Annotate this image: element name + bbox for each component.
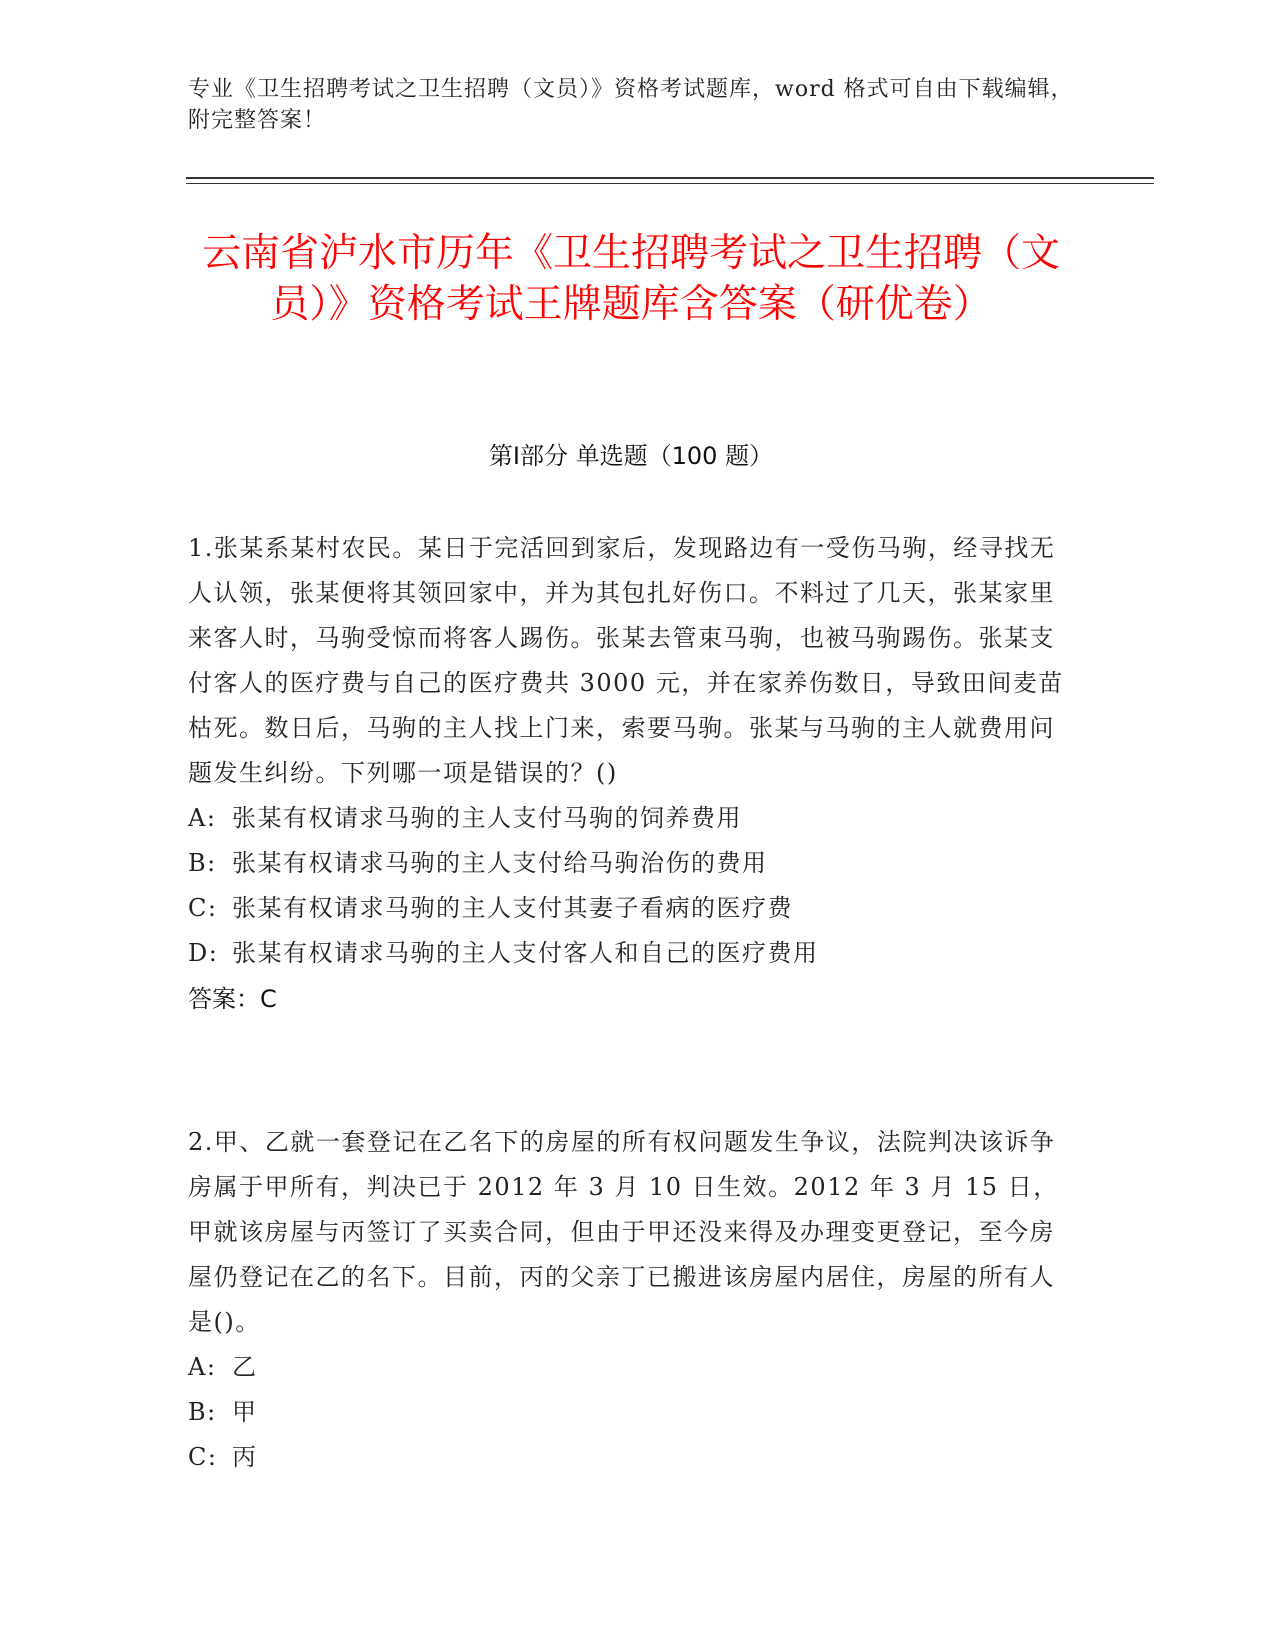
- option-text: 张某有权请求马驹的主人支付客人和自己的医疗费用: [232, 939, 819, 967]
- option-a: [188, 1345, 1068, 1390]
- option-letter: D:: [188, 939, 219, 967]
- option-c: [188, 1435, 1068, 1480]
- option-text: 张某有权请求马驹的主人支付给马驹治伤的费用: [232, 849, 768, 877]
- question-1: [188, 526, 1068, 1022]
- header-rule-thin: [186, 183, 1154, 184]
- option-b: [188, 841, 1068, 886]
- document-title: 云南省泸水市历年《卫生招聘考试之卫生招聘（文员）》资格考试王牌题库含答案（研优卷）: [201, 231, 1060, 327]
- option-text: 甲: [232, 1398, 258, 1426]
- option-text: 张某有权请求马驹的主人支付马驹的饲养费用: [232, 804, 742, 832]
- header-note: 专业《卫生招聘考试之卫生招聘（文员）》资格考试题库，word 格式可自由下载编辑，附完整答案！: [188, 77, 1074, 133]
- option-letter: C:: [188, 894, 218, 922]
- option-text: 乙: [232, 1353, 258, 1381]
- question-stem: 2.甲、乙就一套登记在乙名下的房屋的所有权问题发生争议，法院判决该诉争房属于甲所有，判决已于 2012 年 3 月 10 日生效。2012 年 3 月 15 日，甲就该房屋与丙签订了买卖合同，但由于甲还没来得及办理变更登记，至今房屋仍登记在乙的名下。目前，丙的父亲丁已搬进该房屋内居住，房屋的所有人是()。: [188, 1128, 1059, 1336]
- header-rule-thick: [186, 177, 1154, 179]
- option-letter: B:: [188, 1398, 217, 1426]
- option-letter: B:: [188, 849, 217, 877]
- option-text: 丙: [232, 1443, 258, 1471]
- option-letter: C:: [188, 1443, 218, 1471]
- option-b: [188, 1390, 1068, 1435]
- option-letter: A:: [188, 1353, 217, 1381]
- option-d: [188, 931, 1068, 976]
- question-2: [188, 1120, 1068, 1480]
- option-text: 张某有权请求马驹的主人支付其妻子看病的医疗费: [232, 894, 793, 922]
- section-title: 第Ⅰ部分 单选题（100 题）: [488, 442, 774, 470]
- option-a: [188, 796, 1068, 841]
- option-letter: A:: [188, 804, 217, 832]
- option-c: [188, 886, 1068, 931]
- answer: 答案：C: [188, 985, 277, 1013]
- question-stem: 1.张某系某村农民。某日于完活回到家后，发现路边有一受伤马驹，经寻找无人认领，张某便将其领回家中，并为其包扎好伤口。不料过了几天，张某家里来客人时，马驹受惊而将客人踢伤。张某去管束马驹，也被马驹踢伤。张某支付客人的医疗费与自己的医疗费共 3000 元，并在家养伤数日，导致田间麦苗枯死。数日后，马驹的主人找上门来，索要马驹。张某与马驹的主人就费用问题发生纠纷。下列哪一项是错误的？(): [188, 534, 1064, 787]
